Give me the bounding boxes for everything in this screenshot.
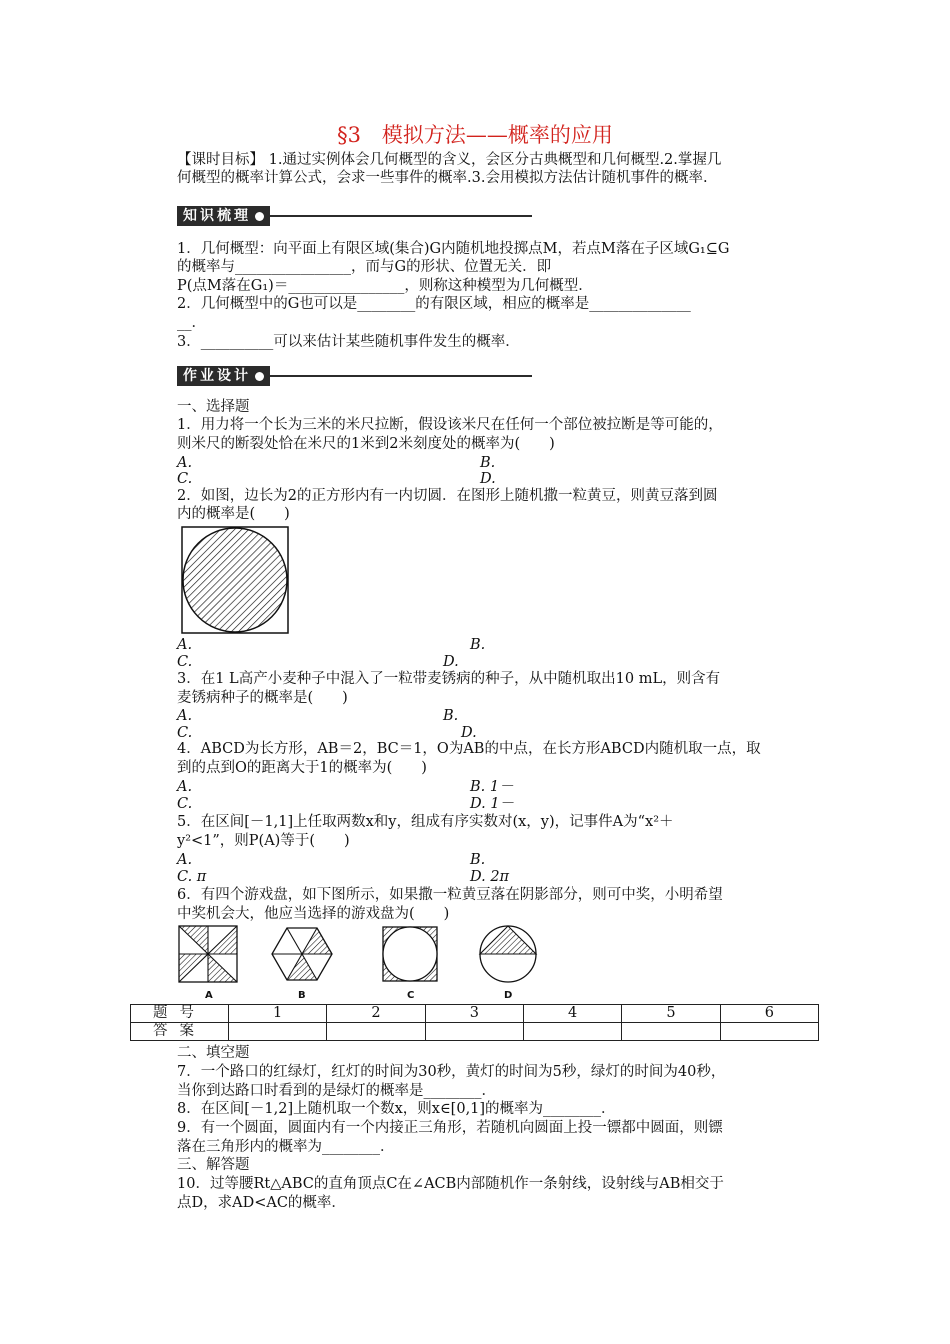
game-board-b	[272, 928, 332, 980]
q2-line-2: 内的概率是( )	[177, 506, 290, 522]
knowledge-line-3: P(点M落在G₁)＝________________，则称这种模型为几何概型．	[177, 278, 593, 294]
knowledge-line-1: 1．几何概型：向平面上有限区域(集合)G内随机地投掷点M，若点M落在子区域G₁⊆G	[177, 241, 730, 257]
q5-option-d: D. 2π	[470, 869, 510, 885]
q9-line-1: 9．有一个圆面，圆面内有一个内接正三角形，若随机向圆面上投一镖都中圆面，则镖	[177, 1120, 723, 1136]
q2-option-c: C.	[177, 654, 193, 670]
objectives-line-2: 何概型的概率计算公式，会求一些事件的概率.3.会用模拟方法估计随机事件的概率.	[177, 170, 708, 186]
q4-option-d: D. 1－	[470, 796, 515, 812]
table-row	[131, 1005, 819, 1023]
answer-table	[130, 1004, 819, 1041]
answer-cell-1[interactable]	[229, 1023, 327, 1041]
q3-line-2: 麦锈病种子的概率是( )	[177, 690, 348, 706]
answer-cell-2[interactable]	[327, 1023, 425, 1041]
homework-header-label: 作业设计	[183, 368, 251, 384]
table-cell: 2	[327, 1005, 425, 1023]
bullet-dot-icon	[255, 212, 264, 221]
q1-option-c: C.	[177, 471, 193, 487]
q2-option-d: D.	[443, 654, 459, 670]
part1-heading: 一、选择题	[177, 399, 250, 415]
q6-line-1: 6．有四个游戏盘，如下图所示，如果撒一粒黄豆落在阴影部分，则可中奖，小明希望	[177, 887, 723, 903]
q4-option-a: A.	[177, 779, 193, 795]
game-board-a	[179, 926, 237, 982]
table-head-number: 题号	[131, 1005, 229, 1023]
knowledge-line-4: 2．几何概型中的G也可以是________的有限区域，相应的概率是______________	[177, 296, 691, 312]
board-label-d: D	[504, 990, 513, 1001]
q3-option-d: D.	[461, 725, 477, 741]
header-rule	[270, 215, 532, 217]
answer-cell-6[interactable]	[720, 1023, 818, 1041]
q5-line-2: y²<1”，则P(A)等于( )	[177, 833, 350, 849]
q1-line-2: 则米尺的断裂处恰在米尺的1米到2米刻度处的概率为( )	[177, 436, 555, 452]
board-label-c: C	[407, 990, 415, 1001]
q4-line-1: 4．ABCD为长方形，AB＝2，BC＝1，O为AB的中点，在长方形ABCD内随机取一点，取	[177, 741, 761, 757]
q2-line-1: 2．如图，边长为2的正方形内有一内切圆．在图形上随机撒一粒黄豆，则黄豆落到圆	[177, 488, 718, 504]
knowledge-line-5: __．	[177, 315, 206, 331]
board-label-b: B	[298, 990, 306, 1001]
header-rule	[270, 375, 532, 377]
table-row	[131, 1023, 819, 1041]
q2-option-a: A.	[177, 637, 193, 653]
table-cell: 4	[523, 1005, 621, 1023]
bullet-dot-icon	[255, 372, 264, 381]
table-cell: 6	[720, 1005, 818, 1023]
q5-option-b: B.	[470, 852, 486, 868]
board-label-a: A	[205, 990, 213, 1001]
answer-cell-3[interactable]	[425, 1023, 523, 1041]
q3-option-a: A.	[177, 708, 193, 724]
q10-line-2: 点D，求AD<AC的概率．	[177, 1195, 346, 1211]
q1-option-a: A.	[177, 455, 193, 471]
homework-section-header	[177, 366, 532, 386]
knowledge-section-header	[177, 206, 532, 226]
knowledge-line-2: 的概率与________________，而与G的形状、位置无关．即	[177, 259, 552, 275]
knowledge-line-6: 3．__________可以来估计某些随机事件发生的概率．	[177, 334, 520, 350]
inscribed-circle	[183, 528, 287, 632]
q2-option-b: B.	[470, 637, 486, 653]
answer-cell-5[interactable]	[622, 1023, 720, 1041]
q9-line-2: 落在三角形内的概率为________．	[177, 1139, 395, 1155]
q3-option-b: B.	[443, 708, 459, 724]
q5-option-c: C. π	[177, 869, 207, 885]
objectives-line-1: 【课时目标】 1.通过实例体会几何概型的含义，会区分古典概型和几何概型.2.掌握几	[177, 152, 722, 168]
square-inscribed-circle-figure	[181, 526, 289, 634]
q7-line-1: 7．一个路口的红绿灯，红灯的时间为30秒，黄灯的时间为5秒，绿灯的时间为40秒，	[177, 1064, 726, 1080]
q6-line-2: 中奖机会大，他应当选择的游戏盘为( )	[177, 906, 450, 922]
q1-option-d: D.	[480, 471, 496, 487]
answer-cell-4[interactable]	[523, 1023, 621, 1041]
q3-line-1: 3．在1 L高产小麦种子中混入了一粒带麦锈病的种子，从中随机取出10 mL，则含有	[177, 671, 721, 687]
q5-option-a: A.	[177, 852, 193, 868]
table-cell: 3	[425, 1005, 523, 1023]
q3-option-c: C.	[177, 725, 193, 741]
table-head-answer: 答案	[131, 1023, 229, 1041]
part3-heading: 三、解答题	[177, 1157, 250, 1173]
table-cell: 5	[622, 1005, 720, 1023]
game-board-c	[383, 927, 437, 981]
game-boards-figure	[175, 924, 545, 988]
q7-line-2: 当你到达路口时看到的是绿灯的概率是________．	[177, 1083, 496, 1099]
part2-heading: 二、填空题	[177, 1045, 250, 1061]
q1-line-1: 1．用力将一个长为三米的米尺拉断，假设该米尺在任何一个部位被拉断是等可能的，	[177, 417, 723, 433]
q4-line-2: 到的点到O的距离大于1的概率为( )	[177, 760, 427, 776]
q4-option-b: B. 1－	[470, 779, 514, 795]
page-title: §3 模拟方法——概率的应用	[337, 123, 613, 147]
q1-option-b: B.	[480, 455, 496, 471]
q5-line-1: 5．在区间[－1,1]上任取两数x和y，组成有序实数对(x，y)，记事件A为“x²＋	[177, 814, 674, 830]
q10-line-1: 10．过等腰Rt△ABC的直角顶点C在∠ACB内部随机作一条射线，设射线与AB相交于	[177, 1176, 724, 1192]
table-cell: 1	[229, 1005, 327, 1023]
game-board-d	[480, 926, 536, 982]
q4-option-c: C.	[177, 796, 193, 812]
knowledge-header-label: 知识梳理	[183, 208, 251, 224]
q8-text: 8．在区间[－1,2]上随机取一个数x，则x∈[0,1]的概率为________．	[177, 1101, 616, 1117]
